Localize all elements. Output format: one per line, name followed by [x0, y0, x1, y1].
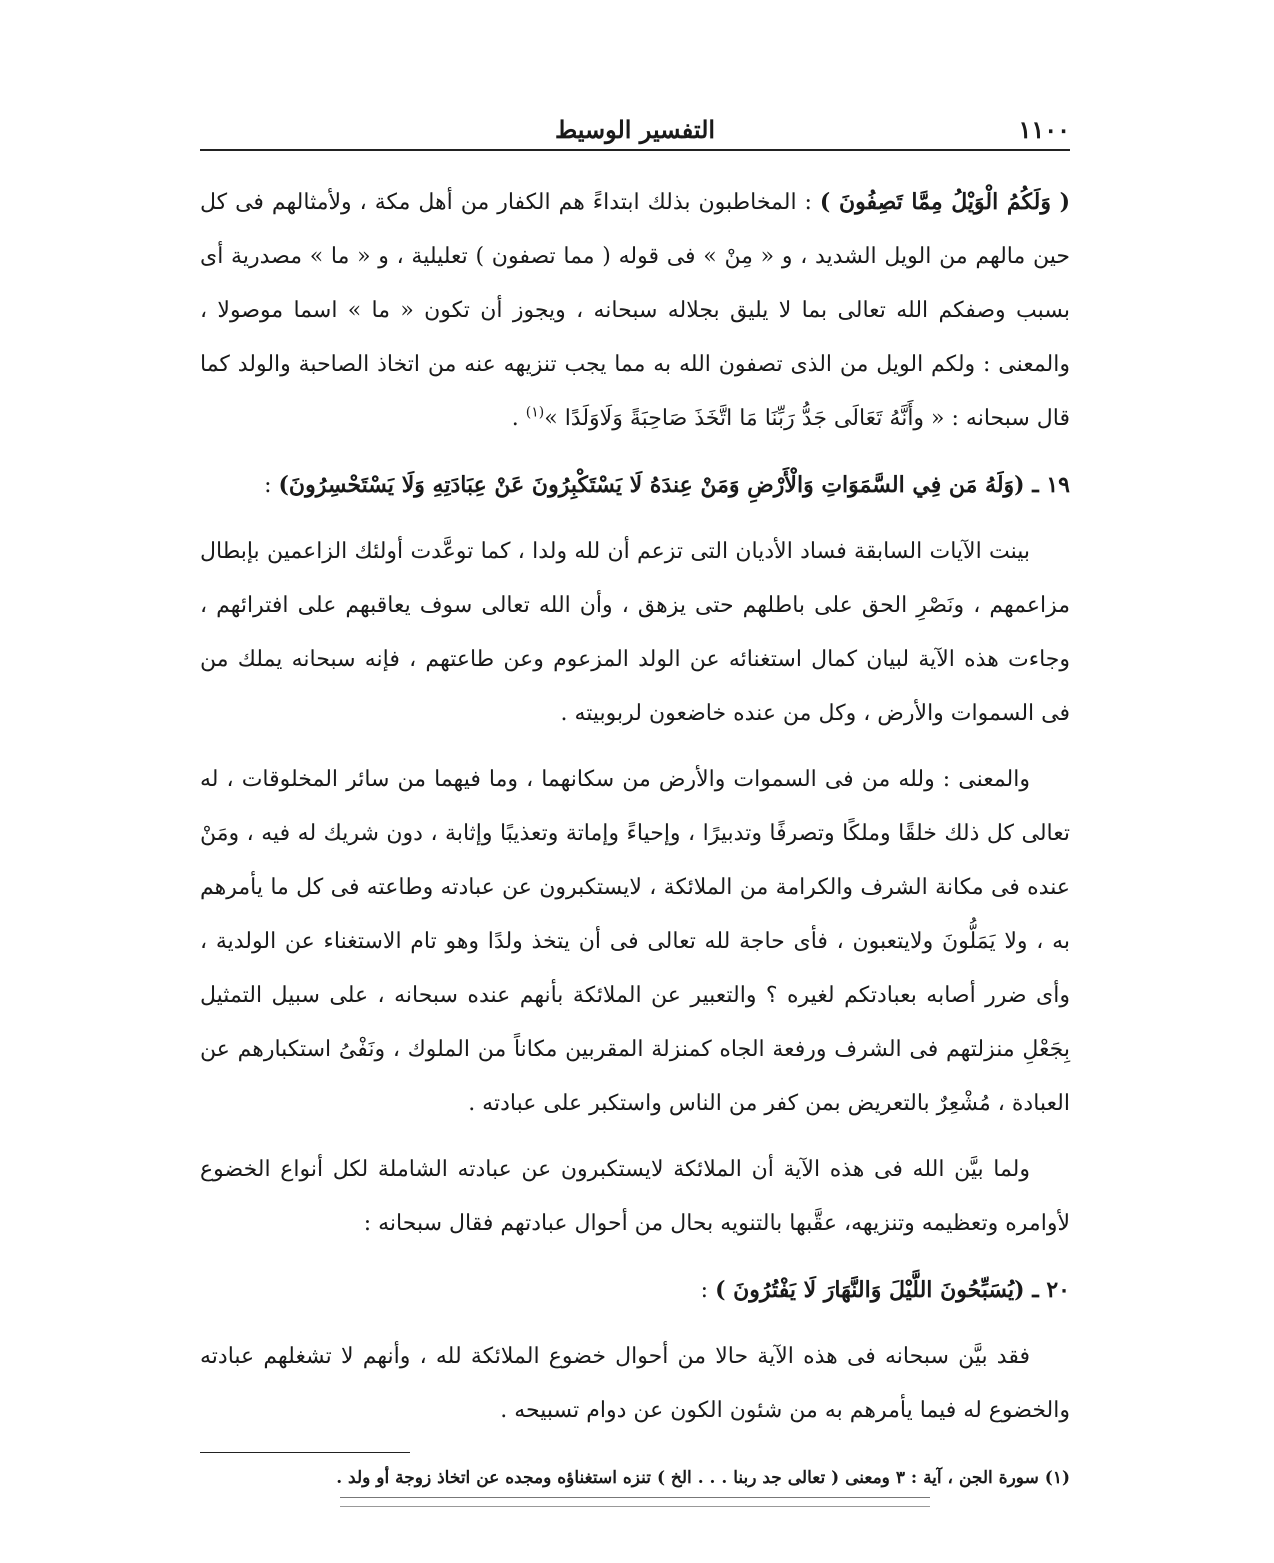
- paragraph-7: [200, 1330, 1070, 1438]
- paragraph-text: : المخاطبون بذلك ابتداءً هم الكفار من أهل مكة ، ولأمثالهم فى كل حين مالهم من الويل الشديد ، و « مِنْ » فى قوله ( مما تصفون ) تعليلية ، و « ما » مصدرية أى بسبب وصفكم الله تعالى بما لا يليق بجلاله سبحانه ، ويجوز أن تكون « ما » اسما موصولا ، والمعنى : ولكم الويل من الذى تصفون الله به مما يجب تنزيهه عنه من اتخاذ الصاحبة والولد كما قال سبحانه : « وأَنَّهُ تَعَالَى جَدُّ رَبِّنَا مَا اتَّخَذَ صَاحِبَةً وَلَاوَلَدًا »: [200, 190, 1070, 431]
- page-number: ١١٠٠: [1018, 115, 1070, 144]
- paragraph-1: ( وَلَكُمُ الْوَيْلُ مِمَّا تَصِفُونَ ) : المخاطبون بذلك ابتداءً هم الكفار من أهل مكة ، ولأمثالهم فى كل حين مالهم من الويل الشديد ، و « مِنْ » فى قوله ( مما تصفون ) تعليلية ، و « ما » مصدرية أى بسبب وصفكم الله تعالى بما لا يليق بجلاله سبحانه ، ويجوز أن تكون « ما » اسما موصولا ، والمعنى : ولكم الويل من الذى تصفون الله به مما يجب تنزيهه عنه من اتخاذ الصاحبة والولد كما قال سبحانه : « وأَنَّهُ تَعَالَى جَدُّ رَبِّنَا مَا اتَّخَذَ صَاحِبَةً وَلَاوَلَدًا »$^{(١)}$ .: [200, 189, 1070, 431]
- paragraph-6: [200, 1263, 1070, 1318]
- paragraph-text: :: [700, 1278, 716, 1303]
- verse-quote: ٢٠ ـ (يُسَبِّحُونَ اللَّيْلَ وَالنَّهَارَ لَا يَفْتُرُونَ ): [715, 1277, 1070, 1303]
- footnote-reference: (١): [525, 404, 545, 421]
- verse-quote: ( وَلَكُمُ الْوَيْلُ مِمَّا تَصِفُونَ ): [819, 189, 1070, 215]
- paragraph-3: [200, 525, 1070, 741]
- paragraph-4: [200, 753, 1070, 1131]
- bottom-rules: [340, 1497, 930, 1507]
- footnote-rule: [200, 1452, 410, 1453]
- book-page: [200, 105, 1070, 1545]
- paragraph-text: والمعنى : ولله من فى السموات والأرض من سكانهما ، وما فيهما من سائر المخلوقات ، له تعالى كل ذلك خلقًا وملكًا وتصرفًا وتدبيرًا ، وإحياءً وإماتة وتعذيبًا وإثابة ، دون شريك له فيه ، ومَنْ عنده فى مكانة الشرف والكرامة من الملائكة ، لايستكبرون عن عبادته وطاعته فى كل ما يأمرهم به ، ولا يَمَلُّونَ ولايتعبون ، فأى حاجة لله تعالى فى أن يتخذ ولدًا وهو تام الاستغناء عن الولدية ، وأى ضرر أصابه بعبادتكم لغيره ؟ والتعبير عن الملائكة بأنهم عنده سبحانه ، على سبيل التمثيل بِجَعْلِ منزلتهم فى الشرف ورفعة الجاه كمنزلة المقربين مكاناً من الملوك ، ونَفْىُ استكبارهم عن العبادة ، مُشْعِرٌ بالتعريض بمن كفر من الناس واستكبر على عبادته .: [200, 767, 1071, 1116]
- book-title: التفسير الوسيط: [554, 115, 716, 144]
- paragraph-text: :: [264, 473, 279, 498]
- main-text: [200, 175, 1070, 1450]
- header-rule: [200, 149, 1070, 151]
- verse-quote: ١٩ ـ (وَلَهُ مَن فِي السَّمَوَاتِ وَالْأَرْضِ وَمَنْ عِندَهُ لَا يَسْتَكْبِرُونَ عَنْ عِبَادَتِهِ وَلَا يَسْتَحْسِرُونَ): [278, 472, 1070, 498]
- paragraph-text: فقد بيَّن سبحانه فى هذه الآية حالا من أحوال خضوع الملائكة لله ، وأنهم لا تشغلهم عبادته والخضوع له فيما يأمرهم به من شئون الكون عن دوام تسبيحه .: [200, 1344, 1070, 1423]
- paragraph-5: [200, 1143, 1070, 1251]
- footnote: (١) سورة الجن ، آية : ٣ ومعنى ( تعالى جد ربنا . . . الخ ) تنزه استغناؤه ومجده عن اتخاذ زوجة أو ولد .: [336, 1468, 1070, 1488]
- running-head: [200, 115, 1070, 149]
- paragraph-text: ولما بيَّن الله فى هذه الآية أن الملائكة لايستكبرون عن عبادته الشاملة لكل أنواع الخضوع لأوامره وتعظيمه وتنزيهه، عقَّبها بالتنويه بحال من أحوال عبادتهم فقال سبحانه :: [200, 1157, 1070, 1236]
- paragraph-text: بينت الآيات السابقة فساد الأديان التى تزعم أن لله ولدا ، كما توعَّدت أولئك الزاعمين بإبطال مزاعمهم ، ونَصْرِ الحق على باطلهم حتى يزهق ، وأن الله تعالى سوف يعاقبهم على افترائهم ، وجاءت هذه الآية لبيان كمال استغنائه عن الولد المزعوم وعن طاعتهم ، فإنه سبحانه يملك من فى السموات والأرض ، وكل من عنده خاضعون لربوبيته .: [200, 539, 1070, 726]
- paragraph-2: [200, 458, 1070, 513]
